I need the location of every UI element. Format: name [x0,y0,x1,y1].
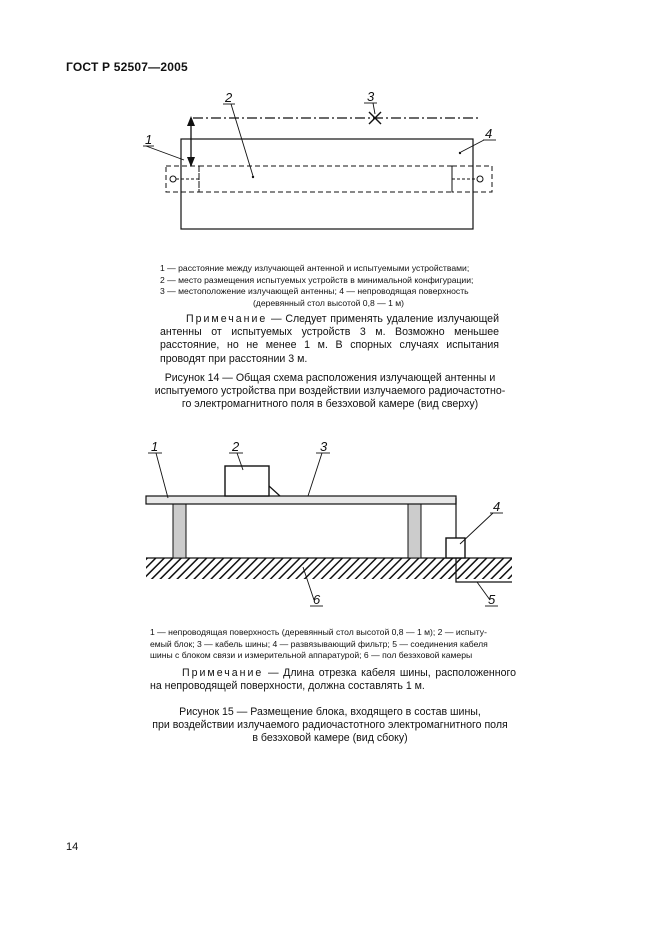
decoupling-filter [446,538,465,558]
fig15-label-4: 4 [493,499,501,514]
legend-line: 2 — место размещения испытуемых устройств в минимальной конфигурации; [160,274,474,285]
figure-15-caption [140,706,520,745]
fig15-label-5: 5 [488,592,496,607]
caption-line: испытуемого устройства при воздействии излучаемого радиочастотно- [154,385,506,397]
tabletop [146,496,456,504]
table-leg-right [408,504,421,558]
legend-line: 1 — непроводящая поверхность (деревянный стол высотой 0,8 — 1 м); 2 — испыту- [150,627,487,637]
caption-line: в безэховой камере (вид сбоку) [252,732,408,744]
legend-line: шины с блоком связи и измерительной аппаратурой; 6 — пол безэховой камеры [150,650,473,660]
fig15-label-3: 3 [320,439,328,454]
note-text: — Следует применять удаление излучающей антенны от испытуемых устройств 3 м. Возможно меньшее расстояние, но не менее 1 м. В спорных случаях испытания проводят при расстоянии 3 м. [160,313,499,365]
figure-15-legend [150,627,516,662]
document-header: ГОСТ Р 52507—2005 [66,60,188,74]
legend-line: 3 — местоположение излучающей антенны; 4 — непроводящая поверхность [160,286,469,296]
caption-line: Рисунок 15 — Размещение блока, входящего в состав шины, [179,706,481,718]
caption-line: Рисунок 14 — Общая схема расположения излучающей антенны и [164,372,496,384]
table-leg-left [173,504,186,558]
fig15-label-2: 2 [232,439,240,454]
test-device [225,466,269,496]
fig14-label-4: 4 [485,126,493,141]
caption-line: при воздействии излучаемого радиочастотного электромагнитного поля [152,719,508,731]
fig15-label-6: 6 [313,592,321,607]
note-prefix: Примечание [182,667,264,679]
fig15-label-1: 1 [151,439,159,454]
figure-15-note [150,667,516,693]
legend-line: (деревянный стол высотой 0,8 — 1 м) [252,297,405,308]
caption-line: го электромагнитного поля в безэховой камере (вид сверху) [181,398,479,410]
fig14-label-2: 2 [225,90,233,105]
fig14-label-3: 3 [367,89,375,104]
page-number: 14 [66,841,79,853]
legend-line: 1 — расстояние между излучающей антенной и испытуемыми устройствами; [160,263,470,273]
note-prefix: Примечание [186,313,268,325]
note-text: — Длина отрезка кабеля шины, расположенного на непроводящей поверхности, должна составлять 1 м. [150,667,516,693]
legend-line: емый блок; 3 — кабель шины; 4 — развязывающий фильтр; 5 — соединения кабеля [150,638,488,649]
floor [146,558,512,579]
fig14-label-1: 1 [145,132,153,147]
